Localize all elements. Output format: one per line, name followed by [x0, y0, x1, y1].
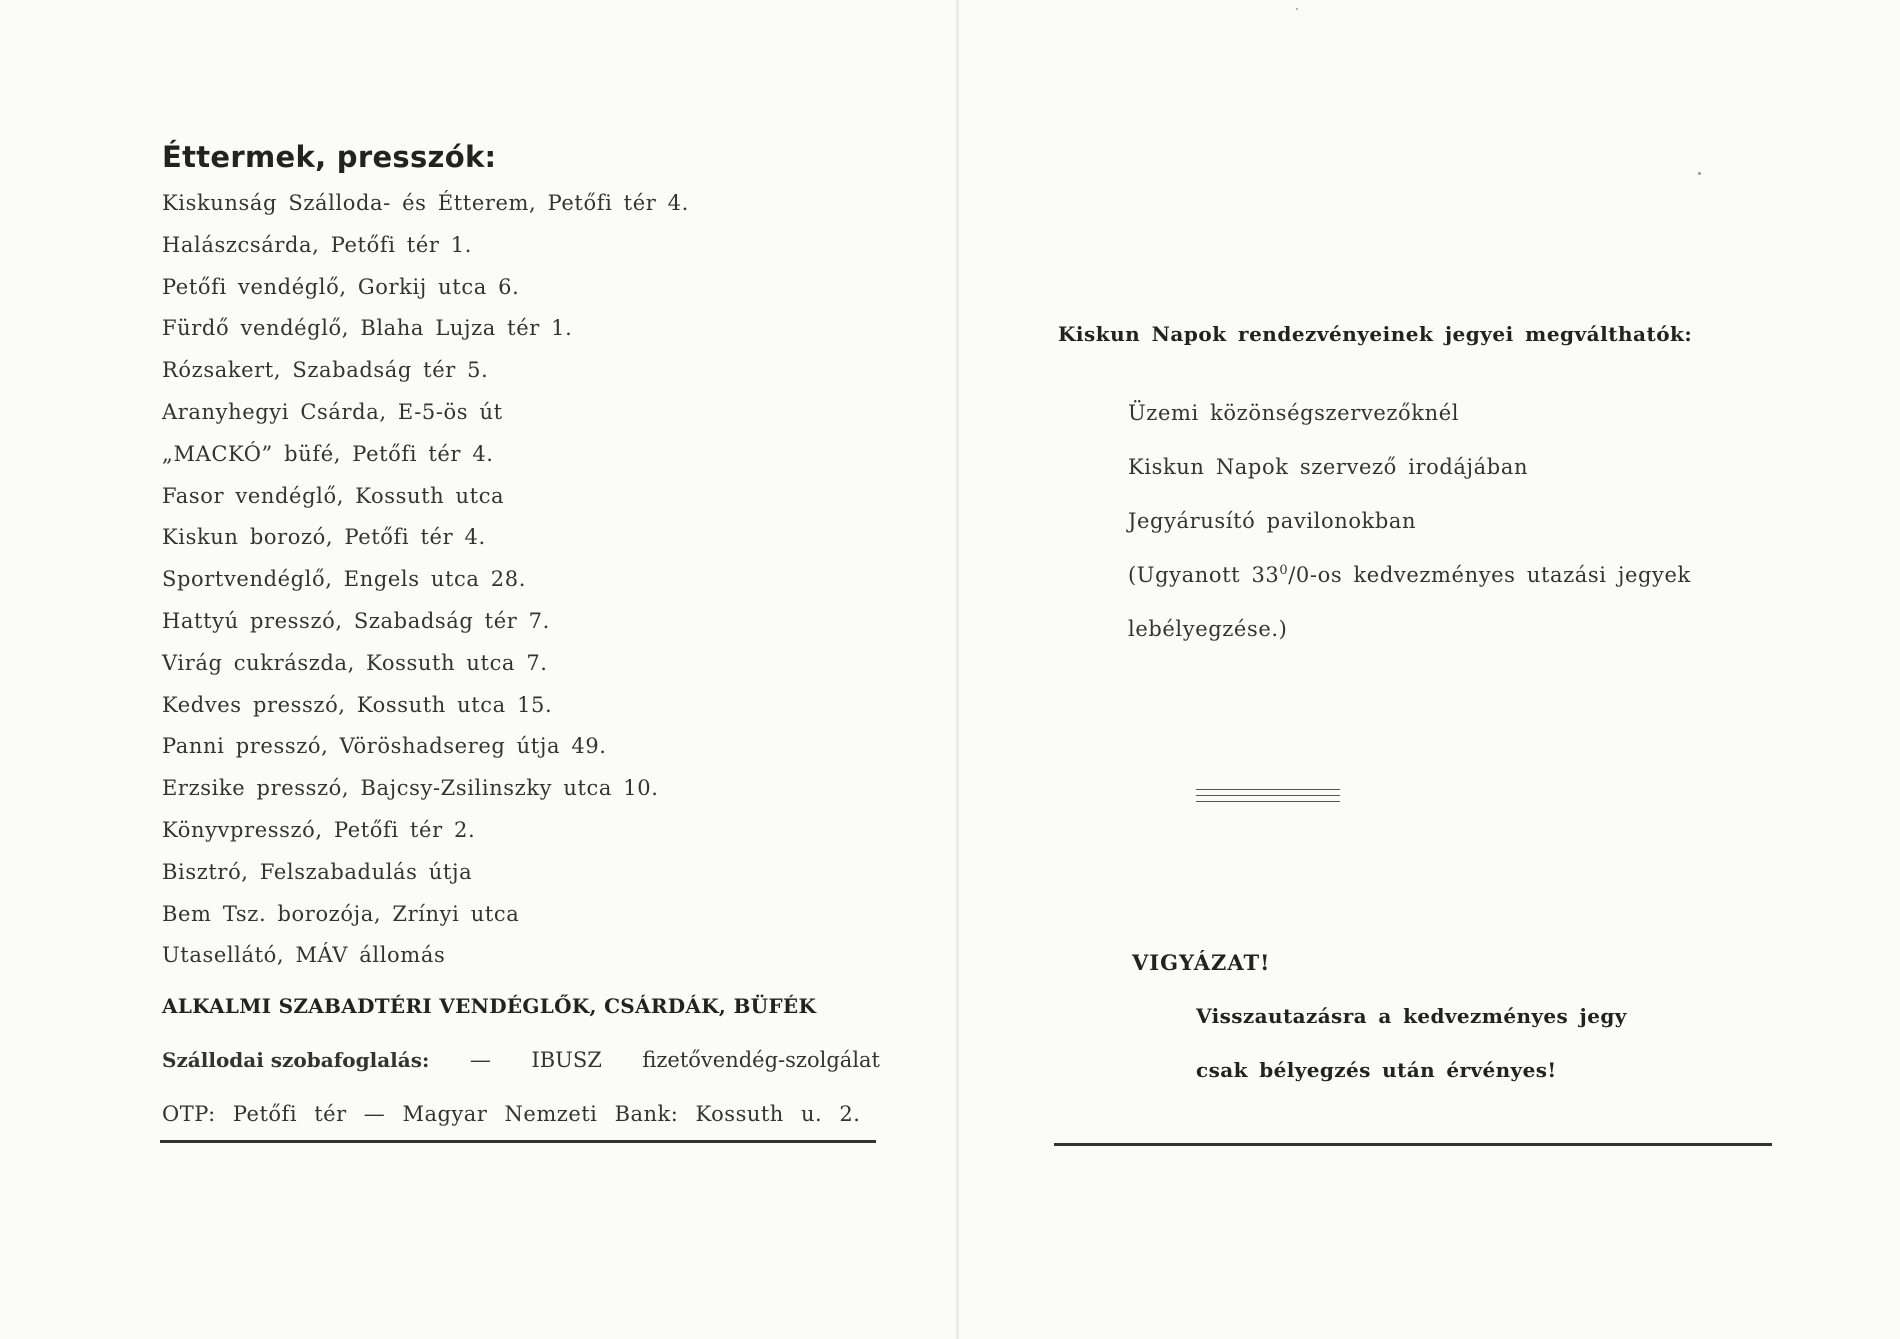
list-item: „MACKÓ” büfé, Petőfi tér 4.: [162, 442, 494, 466]
page-fold: [956, 0, 959, 1339]
list-item: Aranyhegyi Csárda, E-5-ös út: [162, 400, 503, 424]
discount-note-line2: lebélyegzése.): [1128, 617, 1288, 641]
list-item: Hattyú presszó, Szabadság tér 7.: [162, 609, 550, 633]
list-item: Halászcsárda, Petőfi tér 1.: [162, 233, 472, 257]
ticket-outlet-item: Jegyárusító pavilonokban: [1128, 509, 1417, 533]
list-item: Fasor vendéglő, Kossuth utca: [162, 484, 505, 508]
paper-speck: [1296, 8, 1298, 10]
hotel-booking-agency: IBUSZ: [531, 1048, 602, 1072]
discount-note-suffix: /0-os kedvezményes utazási jegyek: [1288, 563, 1691, 587]
list-item: Bisztró, Felszabadulás útja: [162, 860, 473, 884]
list-item: Kiskunság Szálloda- és Étterem, Petőfi tér 4.: [162, 191, 689, 215]
hotel-booking-service: fizetővendég-szolgálat: [642, 1048, 880, 1072]
hotel-booking-label: Szállodai szobafoglalás:: [162, 1048, 430, 1072]
outdoor-venues-heading: ALKALMI SZABADTÉRI VENDÉGLŐK, CSÁRDÁK, BÜFÉK: [162, 994, 817, 1018]
bank-line: OTP: Petőfi tér — Magyar Nemzeti Bank: Kossuth u. 2.: [162, 1102, 861, 1126]
list-item: Bem Tsz. borozója, Zrínyi utca: [162, 902, 520, 926]
ticket-outlet-item: Üzemi közönségszervezőknél: [1128, 401, 1460, 425]
list-item: Utasellátó, MÁV állomás: [162, 943, 446, 967]
list-item: Kedves presszó, Kossuth utca 15.: [162, 693, 553, 717]
hotel-booking-line: [162, 1048, 880, 1072]
paper-speck: [1698, 172, 1701, 175]
hotel-booking-dash: —: [469, 1048, 491, 1072]
discount-note-line1: [1128, 563, 1691, 587]
list-item: Panni presszó, Vöröshadsereg útja 49.: [162, 734, 607, 758]
list-item: Sportvendéglő, Engels utca 28.: [162, 567, 527, 591]
ticket-outlet-item: Kiskun Napok szervező irodájában: [1128, 455, 1529, 479]
list-item: Virág cukrászda, Kossuth utca 7.: [162, 651, 548, 675]
right-bottom-rule: [1054, 1143, 1772, 1146]
left-bottom-rule: [160, 1140, 876, 1143]
warning-title: VIGYÁZAT!: [1132, 950, 1271, 975]
list-item: Kiskun borozó, Petőfi tér 4.: [162, 525, 486, 549]
list-item: Erzsike presszó, Bajcsy-Zsilinszky utca 10.: [162, 776, 659, 800]
decorative-divider: [1196, 789, 1340, 803]
warning-line: Visszautazásra a kedvezményes jegy: [1196, 1004, 1627, 1028]
list-item: Fürdő vendéglő, Blaha Lujza tér 1.: [162, 316, 573, 340]
tickets-heading: Kiskun Napok rendezvényeinek jegyei megválthatók:: [1058, 322, 1693, 346]
list-item: Könyvpresszó, Petőfi tér 2.: [162, 818, 476, 842]
discount-note-prefix: (Ugyanott 33: [1128, 563, 1280, 587]
list-item: Petőfi vendéglő, Gorkij utca 6.: [162, 275, 520, 299]
warning-line: csak bélyegzés után érvényes!: [1196, 1058, 1557, 1082]
discount-note-sup: 0: [1279, 563, 1289, 578]
restaurants-heading: Éttermek, presszók:: [162, 140, 497, 174]
list-item: Rózsakert, Szabadság tér 5.: [162, 358, 489, 382]
